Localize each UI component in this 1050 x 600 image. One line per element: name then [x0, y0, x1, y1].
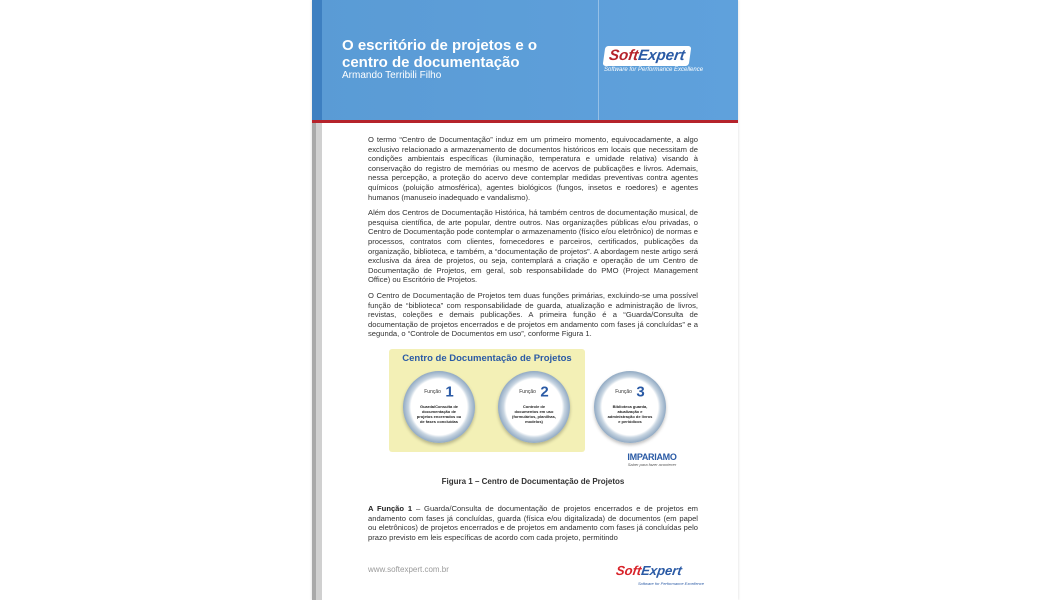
document-title: O escritório de projetos e o centro de documentação: [342, 37, 538, 71]
header-divider: [598, 0, 599, 120]
impariamo-name: IMPARIAMO: [627, 452, 677, 462]
page-left-strip: [312, 123, 322, 600]
function-circle-2: [498, 371, 570, 443]
function-heading: [512, 383, 556, 401]
footer-softexpert-logo: [614, 562, 704, 586]
function-circle-3: [594, 371, 666, 443]
function-circle-1: [403, 371, 475, 443]
paragraph-3: O Centro de Documentação de Projetos tem duas funções primárias, excluindo-se uma possível função de “biblioteca” com responsabilidade de guarda, atualização e administração de livros, revistas, coleções e demais publicações. A primeira função é a “Guarda/Consulta de documentação de projetos encerrados e de projetos em andamento com fases já concluídas” e a segunda, o “Controle de Documentos em uso”, conforme Figura 1.: [368, 290, 698, 339]
function-description: Biblioteca guarda, atualização e administração de livros e periódicos: [607, 404, 653, 424]
document-page: [312, 0, 738, 600]
figure-caption: Figura 1 – Centro de Documentação de Projetos: [441, 477, 625, 486]
footer-url: www.softexpert.com.br: [368, 565, 449, 574]
function-number: 1: [445, 383, 454, 401]
figure-title: Centro de Documentação de Projetos: [402, 353, 572, 364]
header-red-rule: [312, 120, 738, 123]
function-description: Guarda/Consulta de documentação de projetos encerrados ou de fases concluídas: [416, 404, 462, 424]
document-author: Armando Terribili Filho: [342, 70, 442, 81]
body-text: [368, 135, 698, 345]
softexpert-logo: [604, 46, 716, 73]
function-1-heading: A Função 1: [368, 504, 413, 513]
function-label: Função: [615, 388, 632, 395]
impariamo-tagline: Saber para fazer acontecer: [627, 462, 677, 467]
logo-expert: Expert: [637, 47, 687, 64]
logo-soft: Soft: [607, 47, 640, 64]
page-header: [312, 0, 738, 120]
function-label: Função: [424, 388, 441, 395]
function-heading: [608, 383, 652, 401]
function-number: 3: [636, 383, 645, 401]
footer-logo-expert: Expert: [640, 563, 683, 578]
function-1-paragraph: [368, 504, 698, 542]
logo-tagline: Software for Performance Excellence: [604, 67, 704, 73]
function-1-text: – Guarda/Consulta de documentação de projetos encerrados e de projetos em andamento com fases já concluídas, guarda (física e/ou digitalizada) de documentos (em papel ou eletrônicos) de projetos encerrados e de projetos em andamento com fases já concluídas pelo prazo previsto em leis específicas de acordo com cada projeto, permitindo: [368, 504, 698, 542]
paragraph-2: Além dos Centros de Documentação Histórica, há também centros de documentação musical, de pesquisa científica, de arte popular, dentre outros. Nas organizações públicas e/ou privadas, o Centro de Documentação pode contemplar o armazenamento (físico e/ou eletrônico) de normas e processos, contratos com clientes, fornecedores e parceiros, certificados, publicações da organização, biblioteca, e também, a “documentação de projetos”. A abordagem neste artigo será exclusiva da área de projetos, ou seja, contemplará a criação e operação de um Centro de Documentação de Projetos, em geral, sob responsabilidade do PMO (Project Management Office) ou Escritório de Projetos.: [368, 208, 698, 285]
logo-wordmark: [603, 46, 692, 66]
function-heading: [417, 383, 461, 401]
function-number: 2: [540, 383, 549, 401]
page-left-strip-dark: [312, 123, 316, 600]
header-left-band: [312, 0, 322, 120]
footer-logo-soft: Soft: [615, 563, 643, 578]
footer-logo-tagline: Software for Performance Excellence: [637, 581, 704, 586]
paragraph-1: O termo “Centro de Documentação” induz em um primeiro momento, equivocadamente, a algo exclusivo relacionado a armazenamento de documentos históricos em locais que necessitam de condições ambientais específicas (iluminação, temperatura e umidade relativa) visando à conservação do registro de memórias ou mesmo de acervos de publicações e livros. Ademais, nessa percepção, a proteção do acervo deve contemplar medidas preventivas contra agentes químicos (poluição atmosférica), agentes biológicos (fungos, insetos e roedores) e agentes humanos (manuseio inadequado e vandalismo).: [368, 135, 698, 202]
function-description: Controle de documentos em uso (formulários, planilhas, modelos): [511, 404, 556, 424]
footer-logo-wordmark: [613, 562, 685, 580]
function-label: Função: [519, 388, 536, 395]
impariamo-logo: [622, 452, 682, 467]
